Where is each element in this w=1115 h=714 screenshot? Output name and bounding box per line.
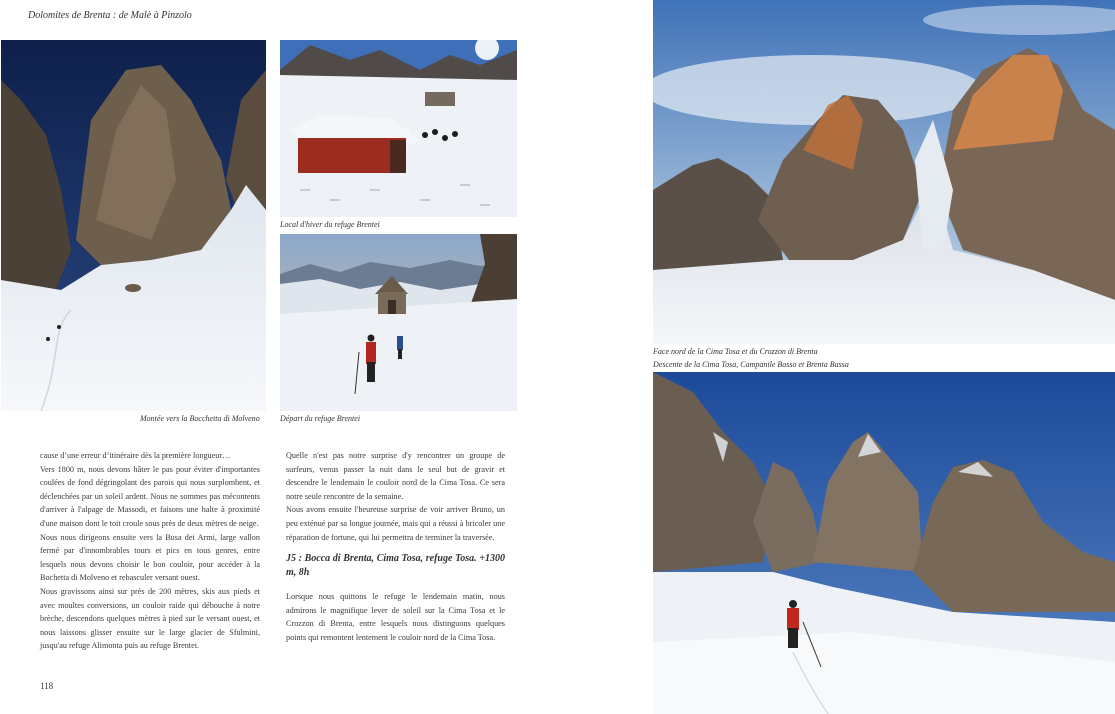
paragraph: Nous gravissons ainsi sur près de 200 mètres, skis aux pieds et avec moultes conversions, un couloir raide qui débouche à notre brèche, descendons quelques mètres à pied sur le versant ouest, et nous laissons glisser ensuite sur le large glacier de Sfulmini, jusqu'au refuge Alimonta puis au refuge Brentei. <box>40 586 260 651</box>
paragraph: Vers 1800 m, nous devons hâter le pas pour éviter d'importantes coulées de fond dégringolant des parois qui nous surplombent, et déclenchées par un soleil ardent. Nous ne sommes pas mécontents d'arriver à l'alpage de Massodi, et faisons une halte à proximité d'une maison dont le toit croule sous près de deux mètres de neige. <box>40 464 260 528</box>
paragraph: Lorsque nous quittons le refuge le lendemain matin, nous admirons le magnifique lever de soleil sur la Cima Tosa et le Crozzon di Brenta, entre lesquels nous distinguons quelques points qui remontent lentement le couloir nord de la Cima Tosa. <box>286 592 505 642</box>
caption-descente: Descente de la Cima Tosa, Campanile Basso et Brenta Bassa <box>653 360 849 369</box>
caption-depart: Départ du refuge Brentei <box>280 414 361 423</box>
page-number: 118 <box>40 681 54 691</box>
caption-hut: Local d'hiver du refuge Brentei <box>280 220 380 229</box>
section-heading: J5 : Bocca di Brenta, Cima Tosa, refuge Tosa. +1300 m, 8h <box>286 553 505 579</box>
photo-bocchetta-molveno <box>1 40 266 411</box>
paragraph: cause d’une erreur d’itinéraire dès la première longueur… <box>40 451 231 460</box>
running-head: Dolomites de Brenta : de Malè à Pinzolo <box>28 10 192 21</box>
paragraph: Nous nous dirigeons ensuite vers la Busa dei Armi, large vallon fermé par d'innombrables tours et pics en tous genres, entre lesquels nous devons choisir le bon couloir, pour accéder à la Bochetta di Molveno et rebasculer versant ouest. <box>40 532 260 583</box>
photo-descente-cima-tosa <box>653 372 1115 714</box>
photo-depart-refuge <box>280 234 517 411</box>
photo-refuge-hut <box>280 40 517 217</box>
caption-bocchetta: Montée vers la Bocchetta di Molveno <box>140 414 260 423</box>
text-column-left <box>40 449 260 653</box>
paragraph: Quelle n'est pas notre surprise d'y rencontrer un groupe de surfeurs, venus passer la nuit dans le seul but de gravir et descendre le lendemain le couloir nord de la Cima Tosa. Ce sera notre seule rencontre de la semaine. <box>286 451 505 501</box>
photo-cima-tosa-face <box>653 0 1115 344</box>
caption-cima-tosa: Face nord de la Cima Tosa et du Crozzon di Brenta <box>653 347 818 356</box>
text-column-right <box>286 449 505 645</box>
paragraph: Nous avons ensuite l'heureuse surprise de voir arriver Bruno, un peu exténué par sa longue journée, mais qui a réussi à bricoler une réparation de fortune, qui lui permettra de terminer la traversée. <box>286 505 505 542</box>
